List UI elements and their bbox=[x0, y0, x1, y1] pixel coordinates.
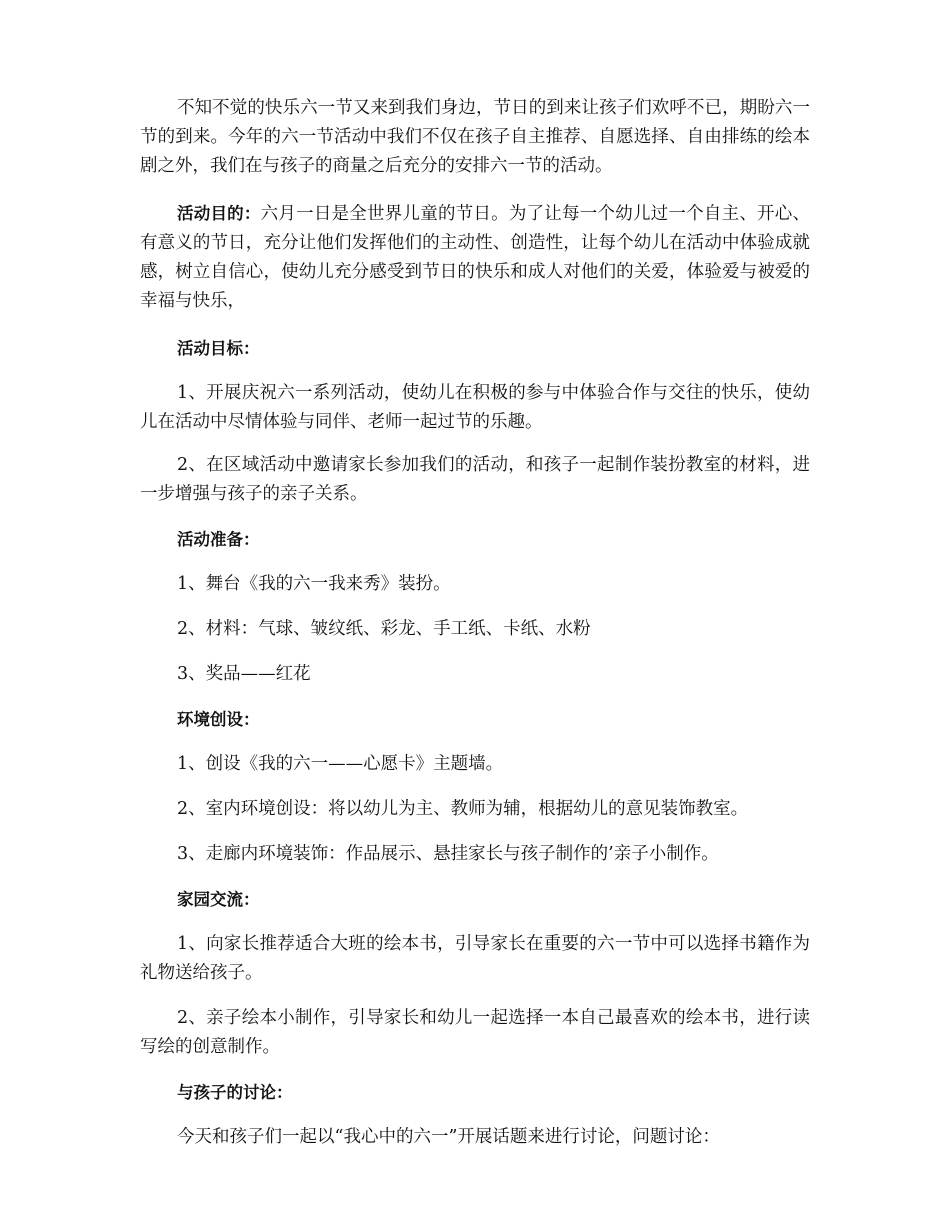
intro-paragraph: 不知不觉的快乐六一节又来到我们身边，节日的到来让孩子们欢呼不已，期盼六一节的到来。今年的六一节活动中我们不仅在孩子自主推荐、自愿选择、自由排练的绘本剧之外，我们在与孩子的商量之后充分的安排六一节的活动。 bbox=[140, 98, 810, 176]
purpose-paragraph bbox=[140, 199, 810, 316]
goal-item-2: 2、在区域活动中邀请家长参加我们的活动，和孩子一起制作装扮教室的材料，进一步增强与孩子的亲子关系。 bbox=[140, 455, 810, 504]
prep-heading: 活动准备： bbox=[177, 530, 260, 549]
env-item-3: 3、走廊内环境装饰：作品展示、悬挂家长与孩子制作的’亲子小制作。 bbox=[177, 844, 719, 864]
discuss-paragraph: 今天和孩子们一起以“我心中的六一”开展话题来进行讨论，问题讨论： bbox=[177, 1127, 720, 1147]
discuss-heading: 与孩子的讨论： bbox=[177, 1083, 293, 1102]
home-heading: 家园交流： bbox=[177, 890, 260, 909]
goal-item-1: 1、开展庆祝六一系列活动，使幼儿在积极的参与中体验合作与交往的快乐，使幼儿在活动中尽情体验与同伴、老师一起过节的乐趣。 bbox=[140, 383, 810, 432]
purpose-label: 活动目的： bbox=[177, 204, 261, 223]
prep-item-1: 1、舞台《我的六一我来秀》装扮。 bbox=[177, 574, 451, 594]
home-item-2: 2、亲子绘本小制作，引导家长和幼儿一起选择一本自己最喜欢的绘本书，进行读写绘的创意制作。 bbox=[140, 1008, 810, 1057]
env-item-1: 1、创设《我的六一——心愿卡》主题墙。 bbox=[177, 754, 504, 774]
document-body bbox=[140, 94, 810, 1166]
purpose-text: 六月一日是全世界儿童的节日。为了让每一个幼儿过一个自主、开心、有意义的节日，充分让他们发挥他们的主动性、创造性，让每个幼儿在活动中体验成就感，树立自信心，使幼儿充分感受到节日的快乐和成人对他们的关爱，体验爱与被爱的幸福与快乐， bbox=[140, 204, 811, 311]
goals-heading: 活动目标： bbox=[177, 339, 260, 358]
env-item-2: 2、室内环境创设：将以幼儿为主、教师为辅，根据幼儿的意见装饰教室。 bbox=[177, 799, 749, 819]
home-item-1: 1、向家长推荐适合大班的绘本书，引导家长在重要的六一节中可以选择书籍作为礼物送给孩子。 bbox=[140, 934, 810, 983]
prep-item-3: 3、奖品——红花 bbox=[177, 664, 311, 684]
prep-item-2: 2、材料：气球、皱纹纸、彩龙、手工纸、卡纸、水粉 bbox=[177, 619, 591, 639]
env-heading: 环境创设： bbox=[177, 710, 260, 729]
